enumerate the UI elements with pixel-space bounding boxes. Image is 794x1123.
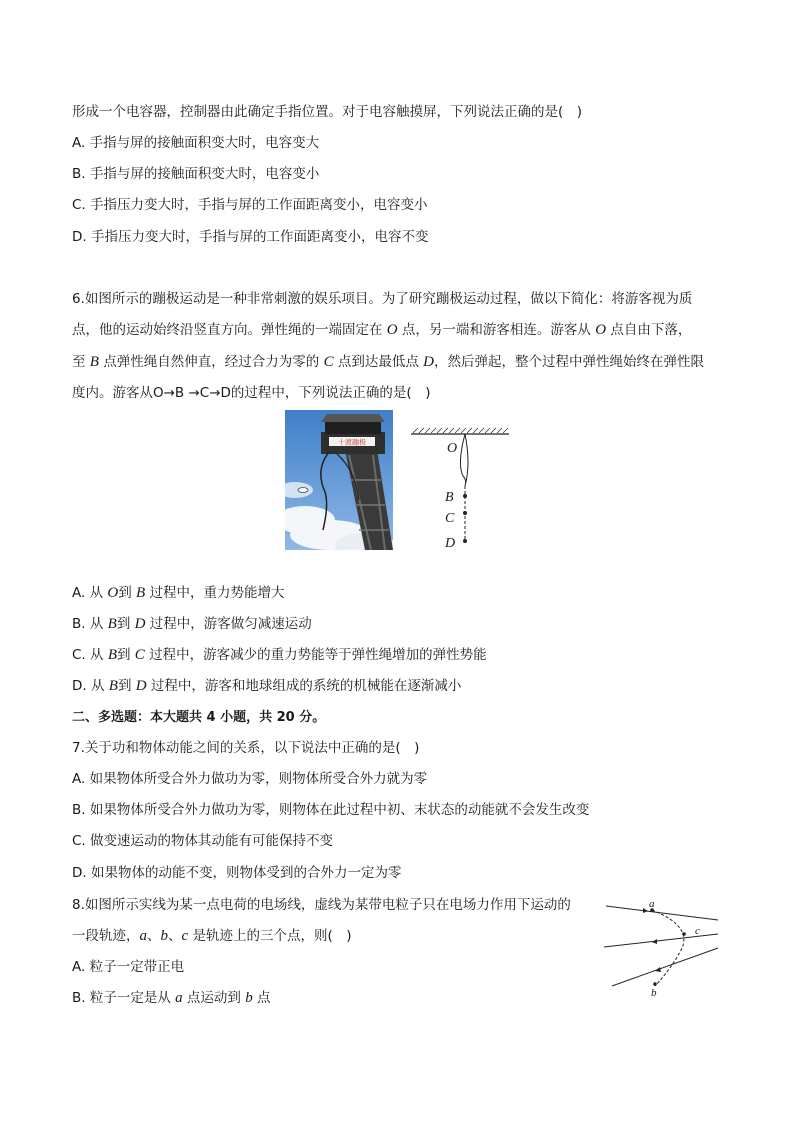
var-c: C [323, 354, 334, 370]
var: a [175, 990, 183, 1006]
var: D [135, 678, 147, 694]
opt-text: 点 [252, 990, 271, 1006]
q8-text: 、 [147, 928, 161, 944]
q6-text: 至 [72, 354, 90, 370]
q5-option-c: C. 手指压力变大时，手指与屏的工作面距离变小，电容变小 [72, 197, 428, 213]
var-d: D [423, 354, 435, 370]
var-b: b [160, 928, 168, 944]
opt-text: D. 从 [72, 678, 109, 694]
var-o: O [595, 322, 607, 338]
q6-text: 点，另一端和游客相连。游客从 [397, 322, 596, 338]
q7-option-b: B. 如果物体所受合外力做功为零，则物体在此过程中初、末状态的动能就不会发生改变 [72, 802, 590, 818]
q8-stem-line1: 8.如图所示实线为某一点电荷的电场线，虚线为某带电粒子只在电场力作用下运动的 [72, 897, 571, 913]
q6-option-c [72, 645, 487, 665]
field-line-1 [606, 906, 718, 920]
bungee-diagram [405, 424, 515, 554]
opt-text: A. 从 [72, 585, 108, 601]
var-o: O [386, 322, 398, 338]
electric-field-figure [600, 892, 725, 1000]
point-c [463, 511, 467, 515]
q5-option-d: D. 手指压力变大时，手指与屏的工作面距离变小，电容不变 [72, 229, 429, 245]
point-b [463, 494, 467, 498]
ceiling-hatch [413, 428, 508, 433]
var: B [107, 647, 117, 663]
q7-option-d: D. 如果物体的动能不变，则物体受到的合外力一定为零 [72, 865, 402, 881]
label-a: a [649, 898, 655, 910]
point-b [653, 982, 657, 986]
opt-text: 到 [118, 585, 137, 601]
opt-text: B. 粒子一定是从 [72, 990, 176, 1006]
label-o: O [447, 441, 458, 456]
label-b: B [445, 490, 454, 505]
q8-option-b [72, 988, 271, 1008]
opt-text: 过程中，游客做匀减速运动 [145, 616, 312, 632]
q8-option-a: A. 粒子一定带正电 [72, 959, 185, 975]
var: C [134, 647, 145, 663]
opt-text: B. 从 [72, 616, 108, 632]
opt-text: C. 从 [72, 647, 108, 663]
q6-option-d [72, 676, 461, 696]
section-heading: 二、多选题：本大题共 4 小题，共 20 分。 [72, 710, 326, 725]
label-c: c [695, 925, 700, 937]
q7-option-a: A. 如果物体所受合外力做功为零，则物体所受合外力就为零 [72, 771, 428, 787]
q5-stem: 形成一个电容器，控制器由此确定手指位置。对于电容触摸屏，下列说法正确的是( ) [72, 104, 583, 120]
opt-text: 到 [116, 647, 135, 663]
label-d: D [445, 536, 456, 551]
q6-stem-line2 [72, 320, 691, 340]
particle-trajectory [652, 910, 684, 986]
var-c: c [181, 928, 189, 944]
q8-text: 、 [168, 928, 182, 944]
q6-text: 点，他的运动始终沿竖直方向。弹性绳的一端固定在 [72, 322, 387, 338]
point-d [463, 539, 467, 543]
opt-text: 过程中，游客减少的重力势能等于弹性绳增加的弹性势能 [144, 647, 487, 663]
arrow-3 [655, 967, 661, 972]
q6-stem-line1: 6.如图所示的蹦极运动是一种非常刺激的娱乐项目。为了研究蹦极运动过程，做以下简化：将游客视为质 [72, 291, 693, 307]
opt-text: 过程中，重力势能增大 [145, 585, 285, 601]
q8-text: 一段轨迹， [72, 928, 140, 944]
q8-stem-line2 [72, 926, 352, 946]
bungee-photo [285, 410, 393, 550]
q5-option-a: A. 手指与屏的接触面积变大时，电容变大 [72, 135, 320, 151]
var-b: B [89, 354, 99, 370]
q8-text: 是轨迹上的三个点，则( ) [188, 928, 352, 944]
var: b [245, 990, 253, 1006]
opt-text: 过程中，游客和地球组成的系统的机械能在逐渐减小 [146, 678, 462, 694]
q7-option-c: C. 做变速运动的物体其动能有可能保持不变 [72, 833, 334, 849]
opt-text: 到 [117, 678, 136, 694]
var: B [108, 678, 118, 694]
var: D [134, 616, 146, 632]
arrow-1 [643, 908, 648, 913]
elastic-cord [460, 434, 468, 486]
var-a: a [139, 928, 147, 944]
q6-option-b [72, 614, 312, 634]
point-c [682, 932, 686, 936]
q6-text: ，然后弹起，整个过程中弹性绳始终在弹性限 [434, 354, 705, 370]
q6-stem-line4: 度内。游客从O→B →C→D的过程中，下列说法正确的是( ) [72, 385, 431, 401]
opt-text: 点运动到 [182, 990, 246, 1006]
field-line-2 [604, 934, 718, 947]
photo-sign-text: 十渡蹦极 [338, 438, 366, 447]
q6-stem-line3 [72, 352, 704, 372]
label-c: C [445, 511, 455, 526]
q6-text: 点自由下落， [606, 322, 692, 338]
label-b: b [651, 987, 657, 999]
q6-text: 点到达最低点 [333, 354, 424, 370]
field-line-3 [612, 948, 718, 986]
var: O [107, 585, 119, 601]
q6-text: 点弹性绳自然伸直，经过合力为零的 [98, 354, 324, 370]
var: B [107, 616, 117, 632]
q5-option-b: B. 手指与屏的接触面积变大时，电容变小 [72, 166, 320, 182]
q7-stem: 7.关于功和物体动能之间的关系，以下说法中正确的是( ) [72, 740, 420, 756]
q6-option-a [72, 583, 284, 603]
opt-text: 到 [116, 616, 135, 632]
var: B [136, 585, 146, 601]
